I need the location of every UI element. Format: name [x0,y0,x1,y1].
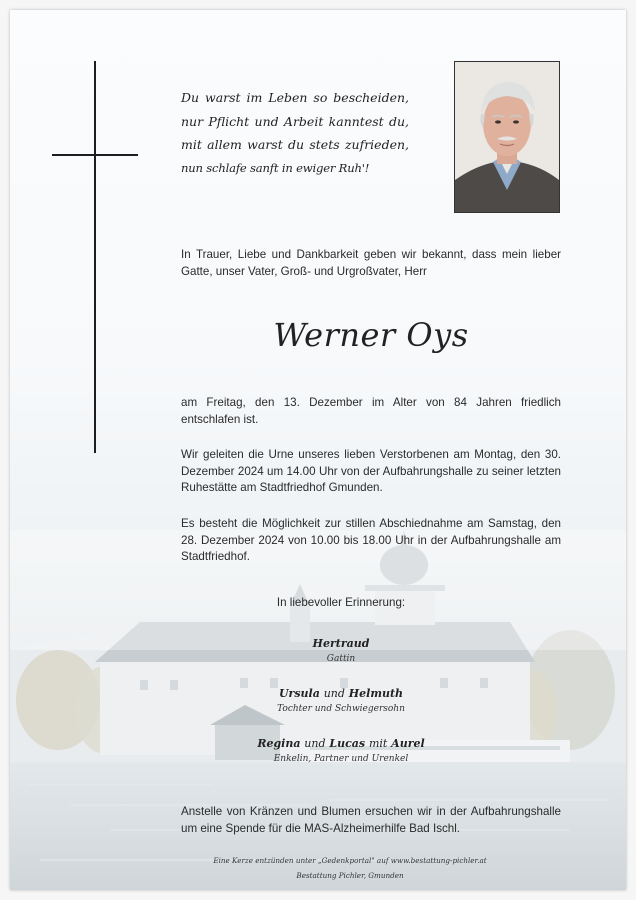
memory-heading: In liebevoller Erinnerung: [276,596,406,609]
mourner-name: Aurel [391,737,425,750]
farewell-text: Es besteht die Möglichkeit zur stillen Abschiednahme am Samstag, den 28. Dezember 2024 von 10.00 bis 18.00 Uhr in der Aufbahrungshalle am Stadtfriedhof. [181,517,561,563]
mourner-joiner: und [323,687,345,700]
cross-vertical-bar [94,61,96,453]
announcement-text: In Trauer, Liebe und Dankbarkeit geben wir bekannt, dass mein lieber Gatte, unser Vater, Groß- und Urgroßvater, Herr [181,248,561,278]
poem-line: nur Pflicht und Arbeit kanntest du, [181,113,409,129]
memorial-portal-credit: Eine Kerze entzünden unter „Gedenkportal" auf www.bestattung-pichler.at [213,856,487,865]
mourner-name: Regina [257,737,301,750]
mourner-entry [181,686,501,716]
mourner-name: Helmuth [348,687,404,700]
mourner-relation: Enkelin, Partner und Urenkel [273,754,409,764]
mourner-name: Ursula [278,687,320,700]
mourner-joiner: mit [368,737,388,750]
poem-line: Du warst im Leben so bescheiden, [181,90,409,105]
obituary-page [10,10,626,890]
burial-text: Wir geleiten die Urne unseres lieben Verstorbenen am Montag, den 30. Dezember 2024 um 14.00 Uhr von der Aufbahrungshalle zu seiner letzten Ruhestätte am Stadtfriedhof Gmunden. [181,448,561,494]
poem-line: nun schlafe sanft in ewiger Ruh'! [181,160,370,175]
mourner-name: Hertraud [312,637,370,650]
mourner-names [181,686,501,702]
mourner-entry [181,736,501,766]
portrait-photo [454,61,560,213]
mourner-names [181,736,501,752]
death-notice-text: am Freitag, den 13. Dezember im Alter von 84 Jahren friedlich entschlafen ist. [181,396,561,426]
deceased-name: Werner Oys [273,316,469,354]
mourner-name: Lucas [329,737,366,750]
mourner-relation: Gattin [326,654,356,664]
donation-request-text: Anstelle von Kränzen und Blumen ersuchen wir in der Aufbahrungshalle um eine Spende für die MAS-Alzheimerhilfe Bad Ischl. [181,805,561,835]
mourner-relation: Tochter und Schwiegersohn [277,704,405,714]
cross-horizontal-bar [52,154,138,156]
poem-line: mit allem warst du stets zufrieden, [181,137,409,152]
mourner-joiner: und [304,737,326,750]
memorial-poem [181,86,409,180]
funeral-home-credit: Bestattung Pichler, Gmunden [296,871,404,880]
mourner-entry [181,636,501,666]
